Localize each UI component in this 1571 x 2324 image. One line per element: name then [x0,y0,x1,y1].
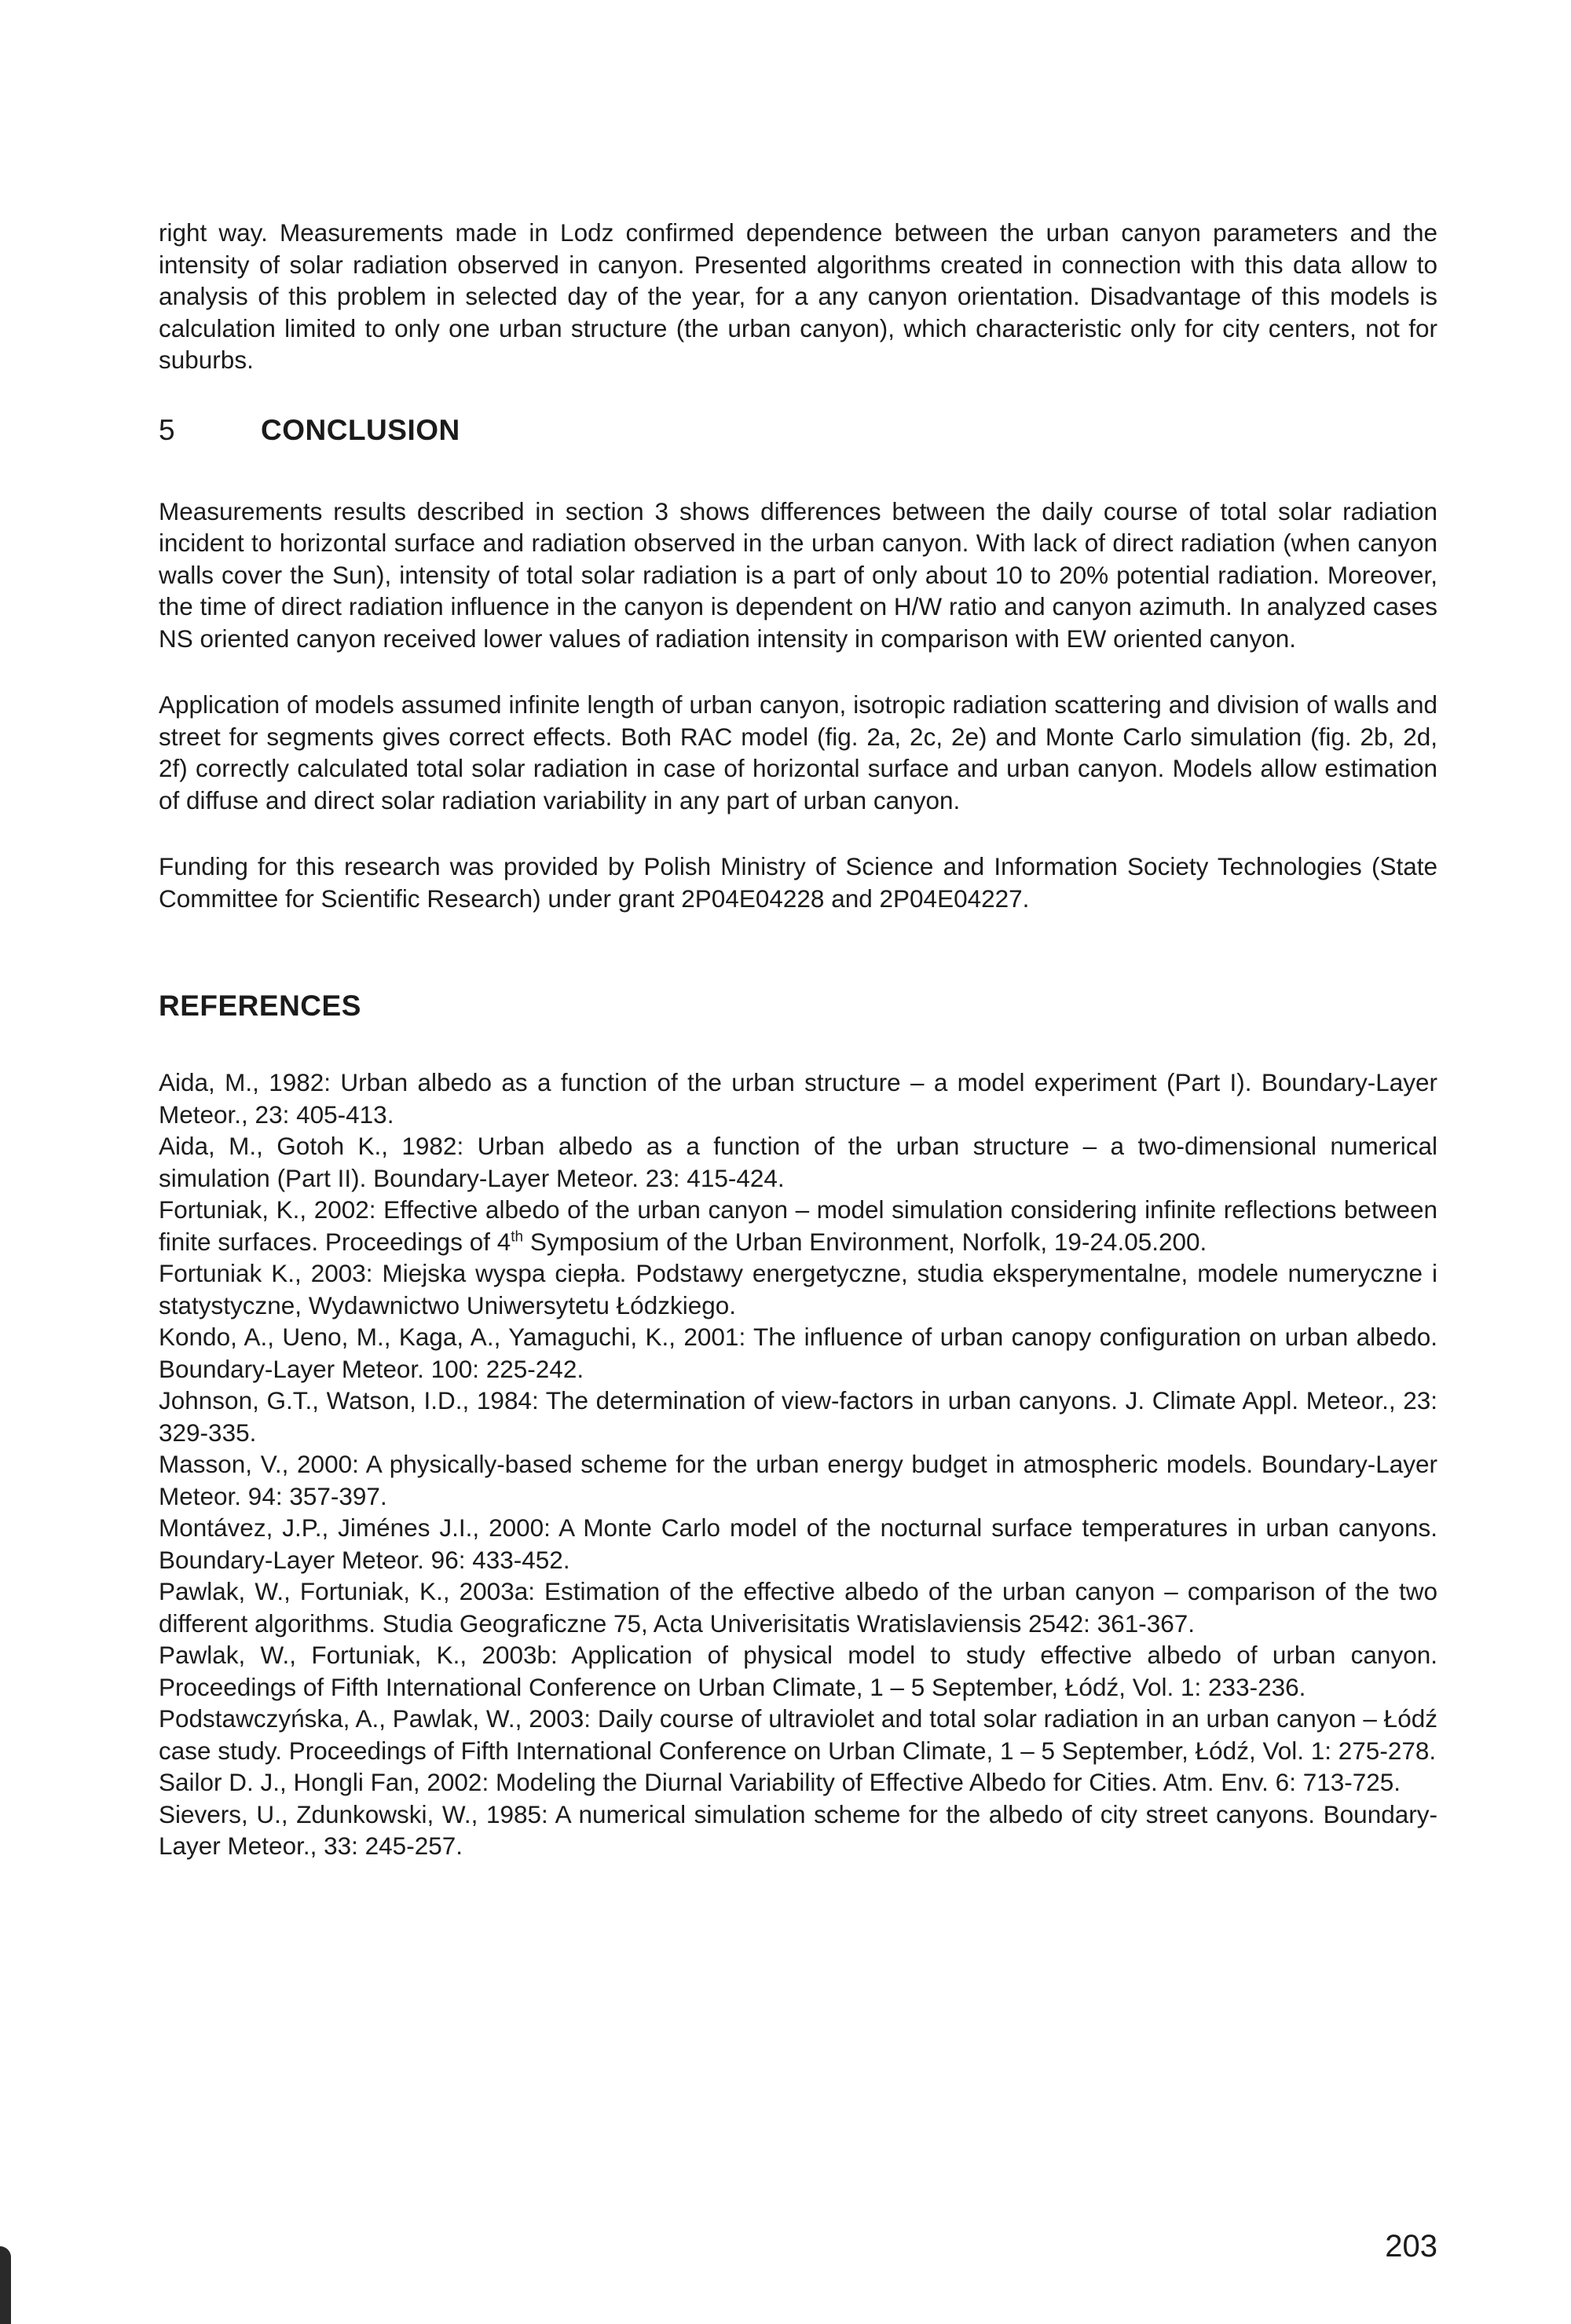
funding-paragraph: Funding for this research was provided by Polish Ministry of Science and Information Society Technologies (State Committee for Scientific Research) under grant 2P04E04228 and 2P04E04227. [159,852,1437,913]
reference-item: Aida, M., 1982: Urban albedo as a function of the urban structure – a model experiment (Part I). Boundary-Layer Meteor., 23: 405-413. [159,1068,1437,1129]
references-heading: REFERENCES [159,990,361,1022]
reference-text: Fortuniak, K., 2002: Effective albedo of the urban canyon – model simulation considering infinite reflections between finite surfaces. Proceedings of 4 [159,1195,1437,1256]
reference-item: Kondo, A., Ueno, M., Kaga, A., Yamaguchi, K., 2001: The influence of urban canopy configuration on urban albedo. Boundary-Layer Meteor. 100: 225-242. [159,1323,1437,1383]
reference-item: Aida, M., Gotoh K., 1982: Urban albedo as a function of the urban structure – a two-dimensional numerical simulation (Part II). Boundary-Layer Meteor. 23: 415-424. [159,1132,1437,1192]
reference-item: Pawlak, W., Fortuniak, K., 2003a: Estimation of the effective albedo of the urban canyon – comparison of the two different algorithms. Studia Geograficzne 75, Acta Univerisitatis Wratislaviensis 2542: 361-367. [159,1577,1437,1638]
conclusion-paragraph: Measurements results described in section 3 shows differences between the daily course of total solar radiation incident to horizontal surface and radiation observed in the urban canyon. With lack of direct radiation (when canyon walls cover the Sun), intensity of total solar radiation is a part of only about 10 to 20% potential radiation. Moreover, the time of direct radiation influence in the canyon is dependent on H/W ratio and canyon azimuth. In analyzed cases NS oriented canyon received lower values of radiation intensity in comparison with EW oriented canyon. [159,496,1437,653]
section-title: CONCLUSION [261,413,460,446]
reference-text: Symposium of the Urban Environment, Norfolk, 19-24.05.200. [523,1227,1207,1256]
references-list [159,1067,1437,1862]
section-number: 5 [159,413,176,446]
scan-edge-mark [0,2246,11,2324]
reference-item: Fortuniak K., 2003: Miejska wyspa ciepła. Podstawy energetyczne, studia eksperymentalne, modele numeryczne i statystyczne, Wydawnictwo Uniwersytetu Łódzkiego. [159,1259,1437,1319]
reference-item: Sailor D. J., Hongli Fan, 2002: Modeling the Diurnal Variability of Effective Albedo for Cities. Atm. Env. 6: 713-725. [159,1768,1401,1796]
reference-item: Pawlak, W., Fortuniak, K., 2003b: Application of physical model to study effective albedo of urban canyon. Proceedings of Fifth International Conference on Urban Climate, 1 – 5 September, Łódź, Vol. 1: 233-236. [159,1641,1437,1701]
reference-item: Podstawczyńska, A., Pawlak, W., 2003: Daily course of ultraviolet and total solar radiation in an urban canyon – Łódź case study. Proceedings of Fifth International Conference on Urban Climate, 1 – 5 September, Łódź, Vol. 1: 275-278. [159,1704,1437,1765]
page-number: 203 [1385,2229,1437,2264]
page-content [159,217,1437,1862]
reference-item: Montávez, J.P., Jiménes J.I., 2000: A Monte Carlo model of the nocturnal surface temperatures in urban canyons. Boundary-Layer Meteor. 96: 433-452. [159,1513,1437,1574]
reference-item: Sievers, U., Zdunkowski, W., 1985: A numerical simulation scheme for the albedo of city street canyons. Boundary-Layer Meteor., 33: 245-257. [159,1799,1437,1860]
paragraph-gap [159,654,1437,689]
conclusion-heading [159,414,1437,447]
reference-item [159,1194,1437,1257]
reference-item: Johnson, G.T., Watson, I.D., 1984: The determination of view-factors in urban canyons. J. Climate Appl. Meteor., 23: 329-335. [159,1386,1437,1447]
ordinal-superscript: th [511,1228,524,1245]
intro-paragraph: right way. Measurements made in Lodz confirmed dependence between the urban canyon parameters and the intensity of solar radiation observed in canyon. Presented algorithms created in connection with this data allow to analysis of this problem in selected day of the year, for a any canyon orientation. Disadvantage of this models is calculation limited to only one urban structure (the urban canyon), which characteristic only for city centers, not for suburbs. [159,218,1437,374]
reference-item: Masson, V., 2000: A physically-based scheme for the urban energy budget in atmospheric models. Boundary-Layer Meteor. 94: 357-397. [159,1450,1437,1510]
paragraph-gap [159,816,1437,851]
conclusion-paragraph: Application of models assumed infinite length of urban canyon, isotropic radiation scattering and division of walls and street for segments gives correct effects. Both RAC model (fig. 2a, 2c, 2e) and Monte Carlo simulation (fig. 2b, 2d, 2f) correctly calculated total solar radiation in case of horizontal surface and urban canyon. Models allow estimation of diffuse and direct solar radiation variability in any part of urban canyon. [159,690,1437,814]
